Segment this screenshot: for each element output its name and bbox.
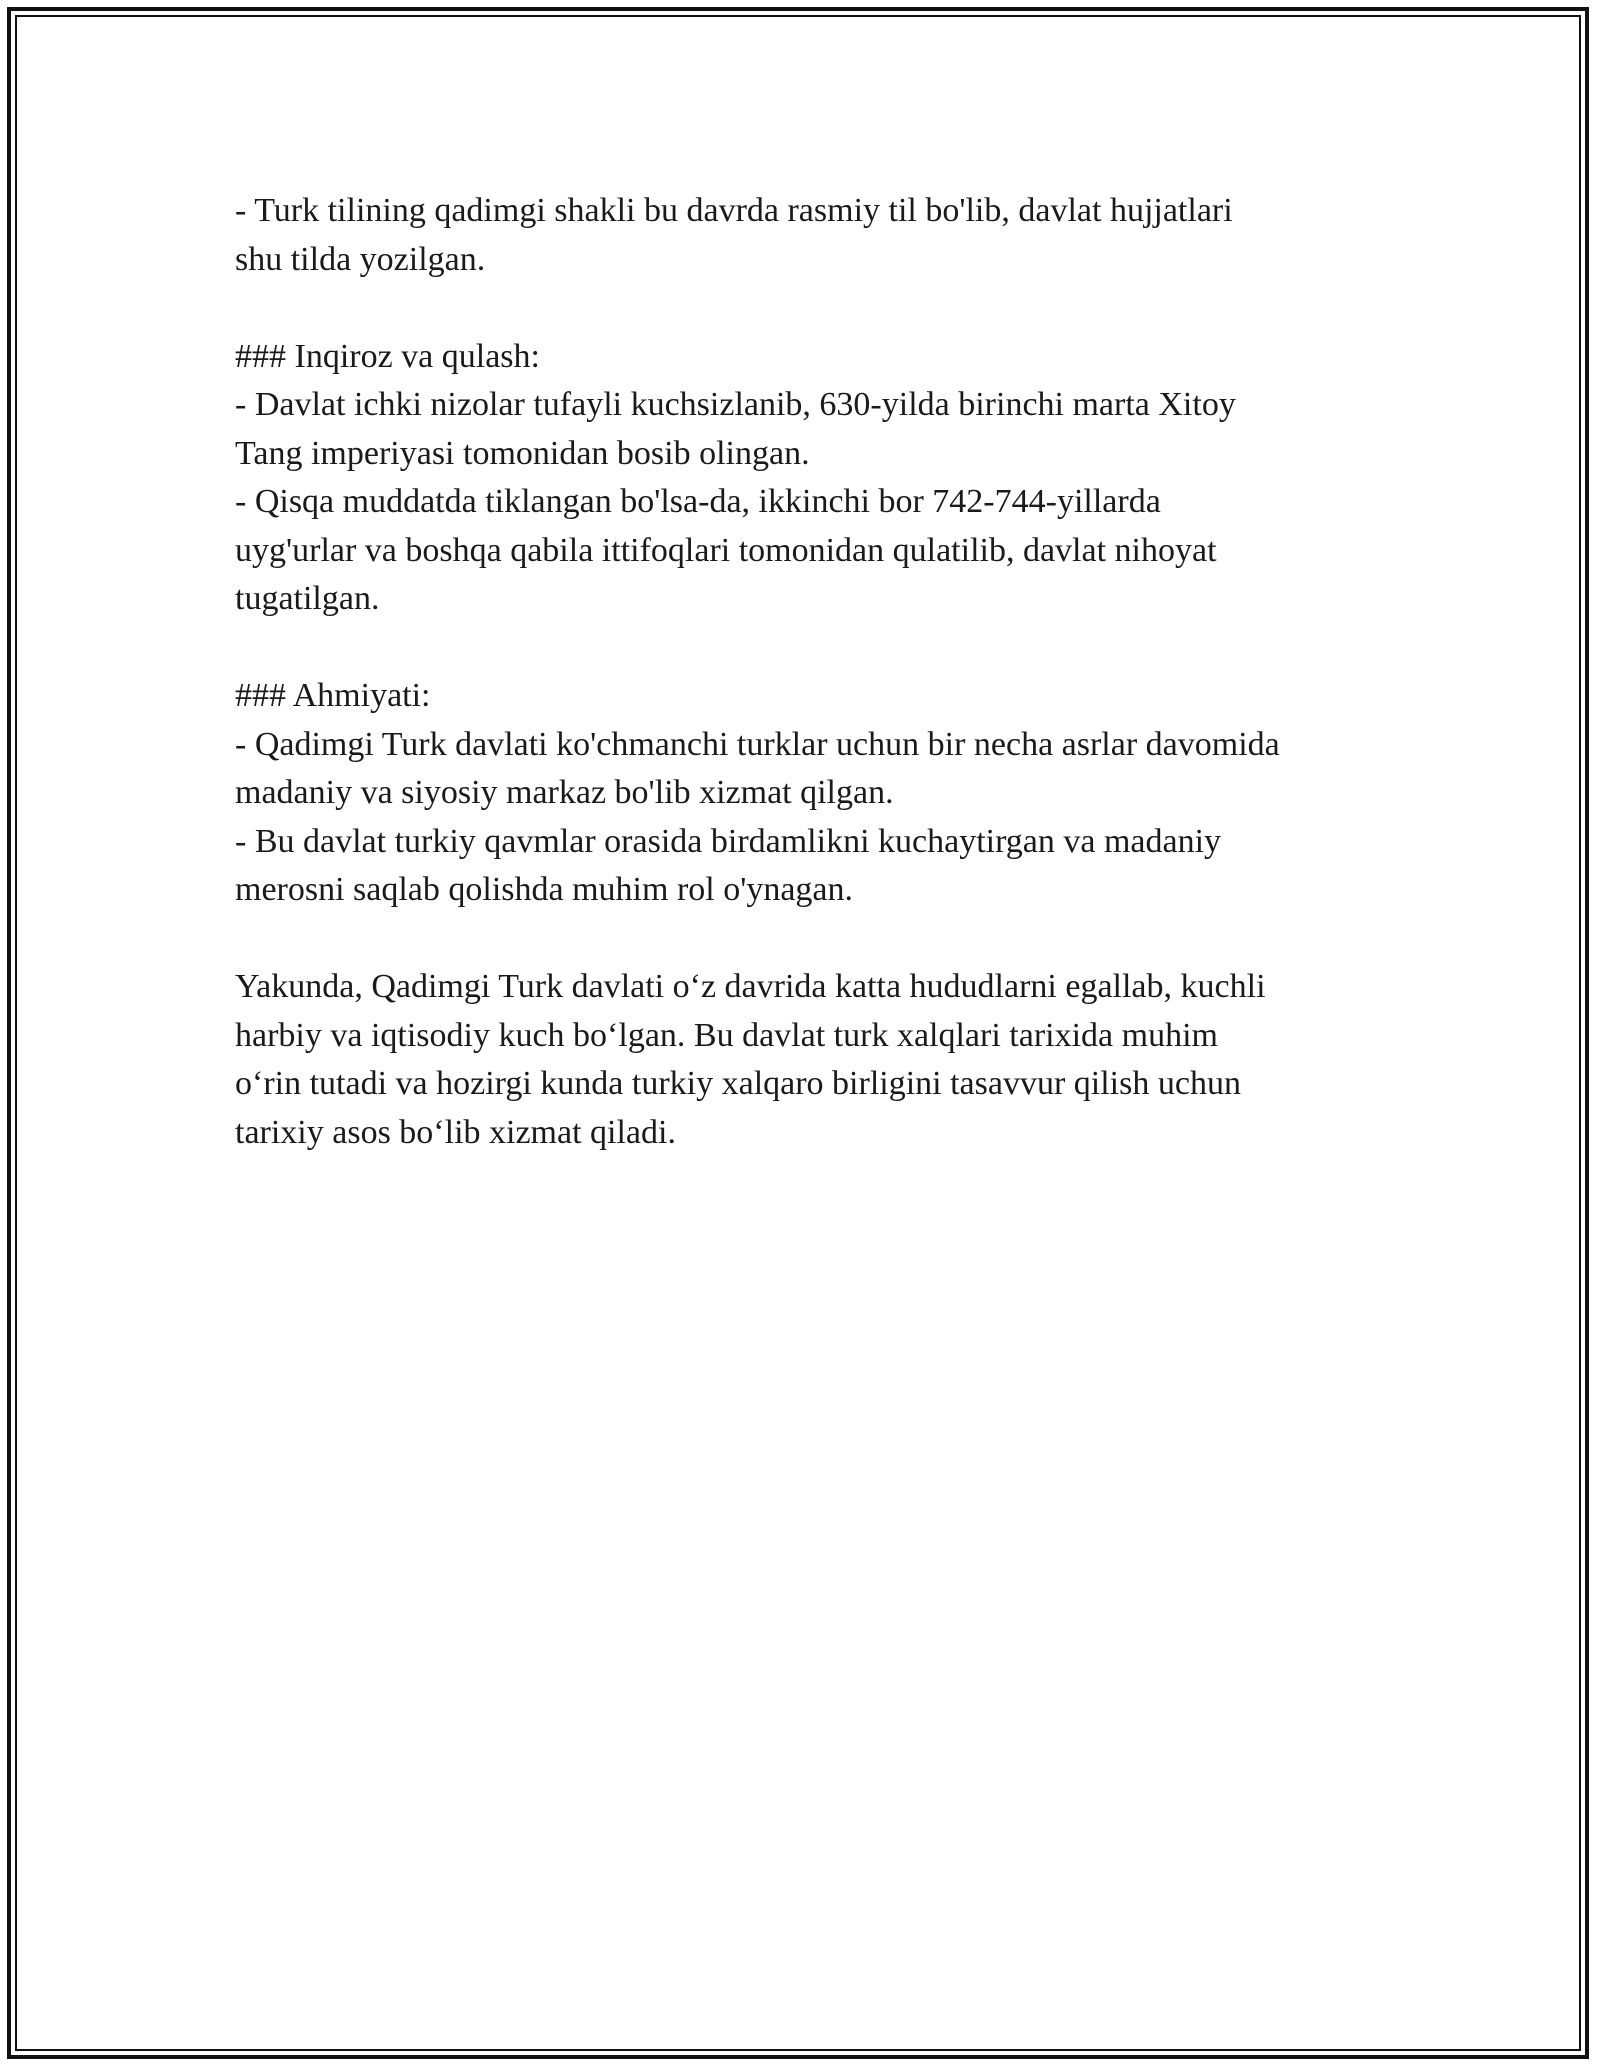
text-line: - Qisqa muddatda tiklangan bo'lsa-da, ikkinchi bor 742-744-yillarda	[235, 483, 1161, 520]
text-line: madaniy va siyosiy markaz bo'lib xizmat qilgan.	[235, 774, 894, 811]
text-line: - Turk tilining qadimgi shakli bu davrda rasmiy til bo'lib, davlat hujjatlari	[235, 192, 1233, 229]
text-line: Yakunda, Qadimgi Turk davlati o‘z davrida katta hududlarni egallab, kuchli	[235, 968, 1266, 1005]
paragraph-gap	[235, 284, 1385, 333]
text-line: harbiy va iqtisodiy kuch bo‘lgan. Bu davlat turk xalqlari tarixida muhim	[235, 1016, 1218, 1054]
section-heading: ### Ahmiyati:	[235, 677, 431, 714]
paragraph-gap	[235, 915, 1385, 964]
text-line: tugatilgan.	[235, 580, 380, 617]
text-line: uyg'urlar va boshqa qabila ittifoqlari tomonidan qulatilib, davlat nihoyat	[235, 531, 1217, 569]
paragraph-gap	[235, 624, 1385, 673]
text-line: o‘rin tutadi va hozirgi kunda turkiy xalqaro birligini tasavvur qilish uchun	[235, 1065, 1241, 1102]
section-heading: ### Inqiroz va qulash:	[235, 337, 540, 375]
text-line: shu tilda yozilgan.	[235, 240, 486, 278]
text-line: merosni saqlab qolishda muhim rol o'ynagan.	[235, 871, 854, 908]
text-line: tarixiy asos bo‘lib xizmat qiladi.	[235, 1113, 676, 1151]
text-line: - Qadimgi Turk davlati ko'chmanchi turklar uchun bir necha asrlar davomida	[235, 725, 1280, 763]
text-line: - Bu davlat turkiy qavmlar orasida birdamlikni kuchaytirgan va madaniy	[235, 822, 1222, 860]
text-line: - Davlat ichki nizolar tufayli kuchsizlanib, 630-yilda birinchi marta Xitoy	[235, 386, 1236, 423]
text-line: Tang imperiyasi tomonidan bosib olingan.	[235, 434, 810, 472]
document-body	[235, 187, 1385, 1157]
